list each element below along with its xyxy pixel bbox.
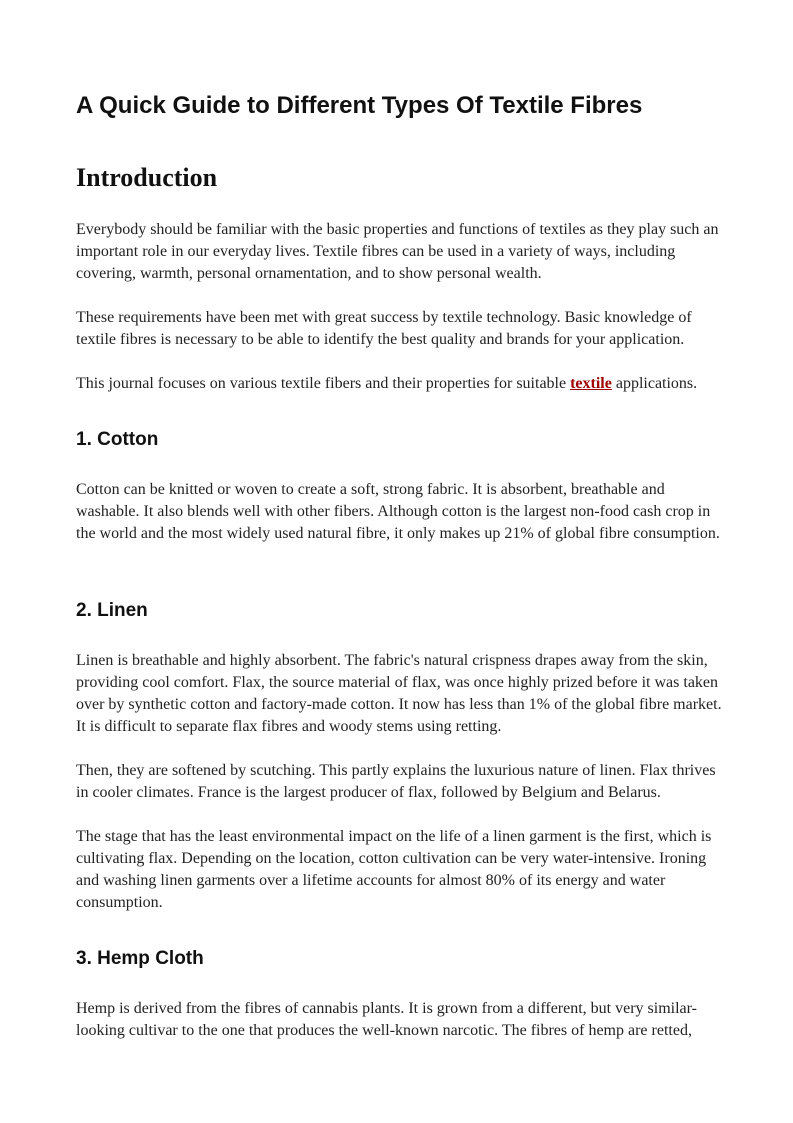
cotton-heading: 1. Cotton	[76, 429, 159, 450]
linen-paragraph-3: The stage that has the least environmental impact on the life of a linen garment is the first, which is cultivating flax. Depending on the location, cotton cultivation can be very water-intensive. Ironing and washing linen garments over a lifetime accounts for almost 80% of its energy and water consumption.	[76, 828, 712, 911]
hemp-heading: 3. Hemp Cloth	[76, 948, 204, 969]
intro-paragraph-3-after: applications.	[611, 375, 698, 392]
intro-paragraph-3-before: This journal focuses on various textile fibers and their properties for suitable	[76, 375, 571, 392]
intro-heading: Introduction	[76, 163, 218, 192]
hemp-paragraph-1: Hemp is derived from the fibres of cannabis plants. It is grown from a different, but very similar-looking cultivar to the one that produces the well-known narcotic. The fibres of hemp are retted,	[76, 1000, 697, 1039]
page-title: A Quick Guide to Different Types Of Textile Fibres	[76, 92, 643, 119]
linen-paragraph-1: Linen is breathable and highly absorbent. The fabric's natural crispness drapes away from the skin, providing cool comfort. Flax, the source material of flax, was once highly prized before it was taken over by synthetic cotton and factory-made cotton. It now has less than 1% of the global fibre market. It is difficult to separate flax fibres and woody stems using retting.	[76, 652, 722, 735]
intro-paragraph-2: These requirements have been met with great success by textile technology. Basic knowledge of textile fibres is necessary to be able to identify the best quality and brands for your application.	[76, 309, 692, 348]
intro-paragraph-1: Everybody should be familiar with the basic properties and functions of textiles as they play such an important role in our everyday lives. Textile fibres can be used in a variety of ways, including covering, warmth, personal ornamentation, and to show personal wealth.	[76, 221, 719, 282]
linen-heading: 2. Linen	[76, 600, 148, 621]
linen-paragraph-2: Then, they are softened by scutching. This partly explains the luxurious nature of linen. Flax thrives in cooler climates. France is the largest producer of flax, followed by Belgium and Belarus.	[76, 762, 716, 801]
textile-link[interactable]: textile	[570, 375, 612, 392]
cotton-paragraph-1: Cotton can be knitted or woven to create a soft, strong fabric. It is absorbent, breathable and washable. It also blends well with other fibers. Although cotton is the largest non-food cash crop in the world and the most widely used natural fibre, it only makes up 21% of global fibre consumption.	[76, 481, 720, 542]
intro-paragraph-3	[76, 373, 722, 395]
